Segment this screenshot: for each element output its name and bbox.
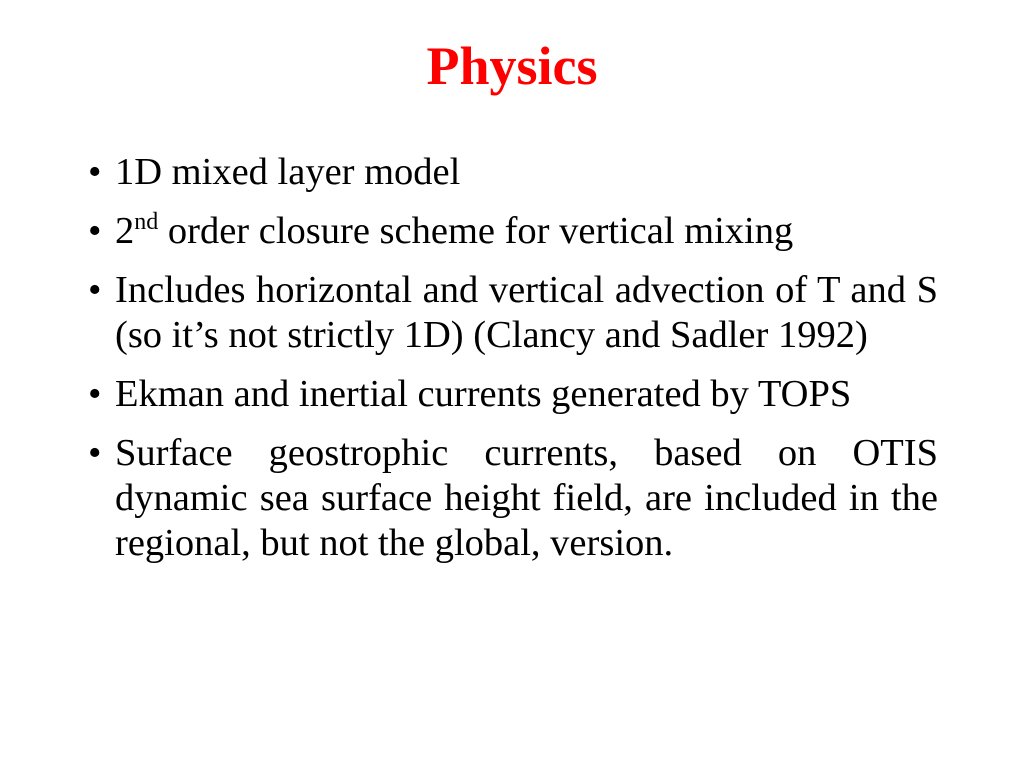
bullet-marker: • [88, 373, 102, 415]
bullet-item [88, 150, 938, 195]
bullet-marker: • [88, 210, 102, 252]
bullet-marker: • [88, 432, 102, 474]
bullet-text-prefix: 2 [115, 210, 135, 252]
bullet-superscript: nd [134, 209, 159, 235]
bullet-item [88, 209, 938, 254]
bullet-text: Ekman and inertial currents generated by TOPS [115, 373, 852, 415]
bullet-text: 1D mixed layer model [115, 151, 461, 193]
bullet-item [88, 431, 938, 566]
slide-title: Physics [426, 36, 598, 96]
bullet-text: Includes horizontal and vertical advection of T and S (so it’s not strictly 1D) (Clancy and Sadler 1992) [115, 269, 938, 356]
bullet-marker: • [88, 151, 102, 193]
bullet-text: Surface geostrophic currents, based on OTIS dynamic sea surface height field, are included in the regional, but not the global, version. [115, 432, 938, 564]
bullet-list [88, 150, 938, 580]
bullet-item [88, 268, 938, 358]
bullet-text: order closure scheme for vertical mixing [158, 210, 794, 252]
bullet-marker: • [88, 269, 102, 311]
bullet-item [88, 372, 938, 417]
